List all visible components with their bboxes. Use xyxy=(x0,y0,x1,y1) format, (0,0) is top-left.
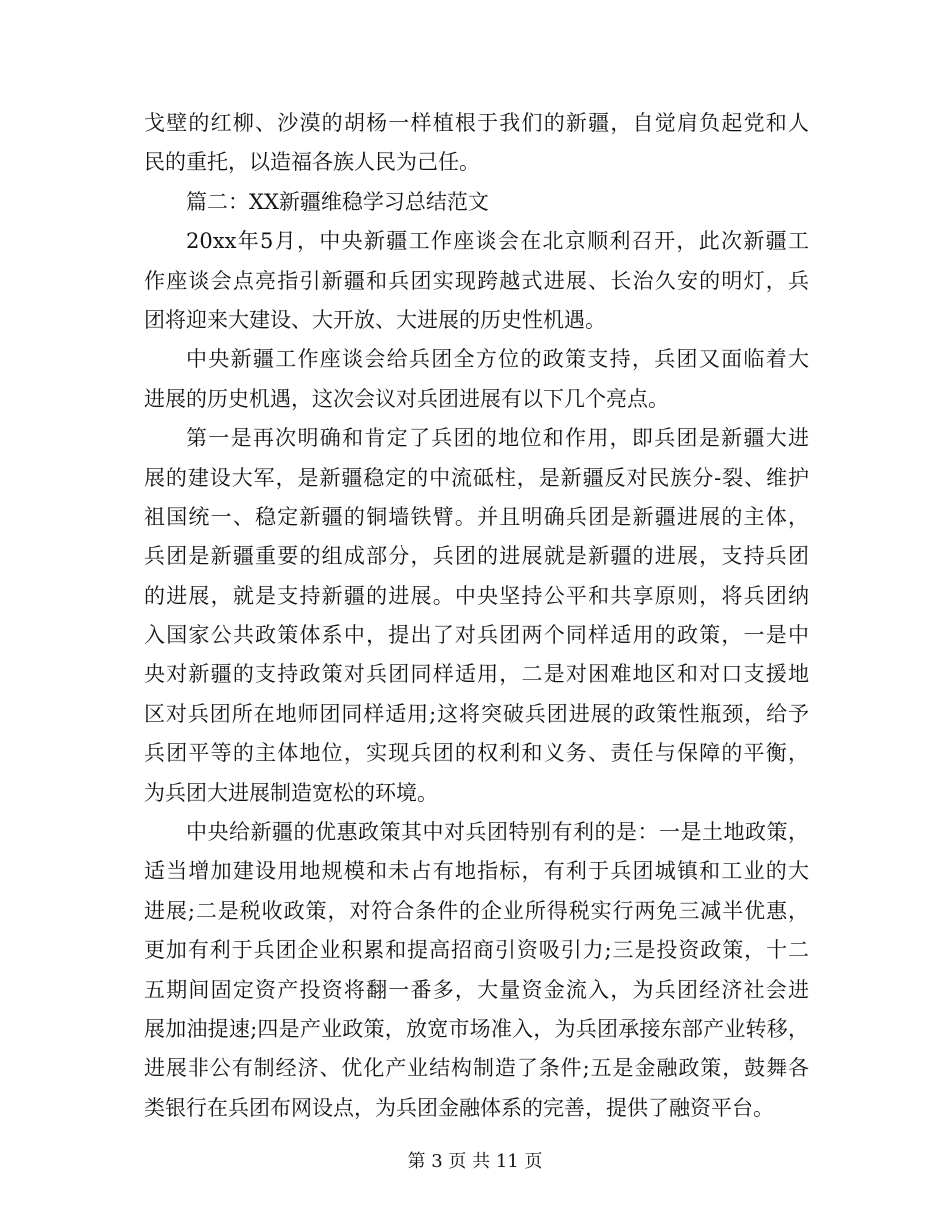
text-line: 进展;二是税收政策，对符合条件的企业所得税实行两免三减半优惠， xyxy=(144,898,809,923)
text-line: 作座谈会点亮指引新疆和兵团实现跨越式进展、长治久安的明灯，兵 xyxy=(144,268,809,293)
text-line: 兵团是新疆重要的组成部分，兵团的进展就是新疆的进展，支持兵团 xyxy=(144,544,809,569)
text-line: 展加油提速;四是产业政策，放宽市场准入，为兵团承接东部产业转移， xyxy=(144,1016,809,1041)
page-number: 第 3 页 共 11 页 xyxy=(407,1151,543,1172)
text-line: 进展非公有制经济、优化产业结构制造了条件;五是金融政策，鼓舞各 xyxy=(144,1056,809,1081)
text-line: 更加有利于兵团企业积累和提高招商引资吸引力;三是投资政策，十二 xyxy=(144,938,809,963)
page-footer xyxy=(0,1150,950,1174)
text-line: 祖国统一、稳定新疆的铜墙铁臂。并且明确兵团是新疆进展的主体， xyxy=(144,504,809,529)
text-line: 中央新疆工作座谈会给兵团全方位的政策支持，兵团又面临着大 xyxy=(186,347,809,372)
text-line: 戈壁的红柳、沙漠的胡杨一样植根于我们的新疆，自觉肩负起党和人 xyxy=(144,111,809,135)
text-line: 的进展，就是支持新疆的进展。中央坚持公平和共享原则，将兵团纳 xyxy=(144,583,809,608)
text-line: 适当增加建设用地规模和未占有地指标，有利于兵团城镇和工业的大 xyxy=(144,859,809,884)
text-line: 展的建设大军，是新疆稳定的中流砥柱，是新疆反对民族分-裂、维护 xyxy=(144,465,809,490)
document-body xyxy=(144,104,809,1128)
text-line: 团将迎来大建设、大开放、大进展的历史性机遇。 xyxy=(144,307,606,332)
text-line: 为兵团大进展制造宽松的环境。 xyxy=(144,780,438,805)
section-heading: 篇二：XX新疆维稳学习总结范文 xyxy=(186,189,489,214)
text-line: 类银行在兵团布网设点，为兵团金融体系的完善，提供了融资平台。 xyxy=(144,1095,774,1120)
text-line: 兵团平等的主体地位，实现兵团的权利和义务、责任与保障的平衡， xyxy=(144,741,809,766)
text-line: 央对新疆的支持政策对兵团同样适用，二是对困难地区和对口支援地 xyxy=(144,662,809,687)
text-line: 入国家公共政策体系中，提出了对兵团两个同样适用的政策，一是中 xyxy=(144,623,809,648)
text-line: 中央给新疆的优惠政策其中对兵团特别有利的是：一是土地政策， xyxy=(186,820,809,845)
text-line: 民的重托，以造福各族人民为己任。 xyxy=(144,150,480,175)
text-line: 五期间固定资产投资将翻一番多，大量资金流入，为兵团经济社会进 xyxy=(144,977,809,1002)
text-line: 区对兵团所在地师团同样适用;这将突破兵团进展的政策性瓶颈，给予 xyxy=(144,701,809,726)
text-line: 20xx年5月，中央新疆工作座谈会在北京顺利召开，此次新疆工 xyxy=(186,229,809,254)
text-line: 第一是再次明确和肯定了兵团的地位和作用，即兵团是新疆大进 xyxy=(186,426,809,451)
text-line: 进展的历史机遇，这次会议对兵团进展有以下几个亮点。 xyxy=(144,386,669,411)
